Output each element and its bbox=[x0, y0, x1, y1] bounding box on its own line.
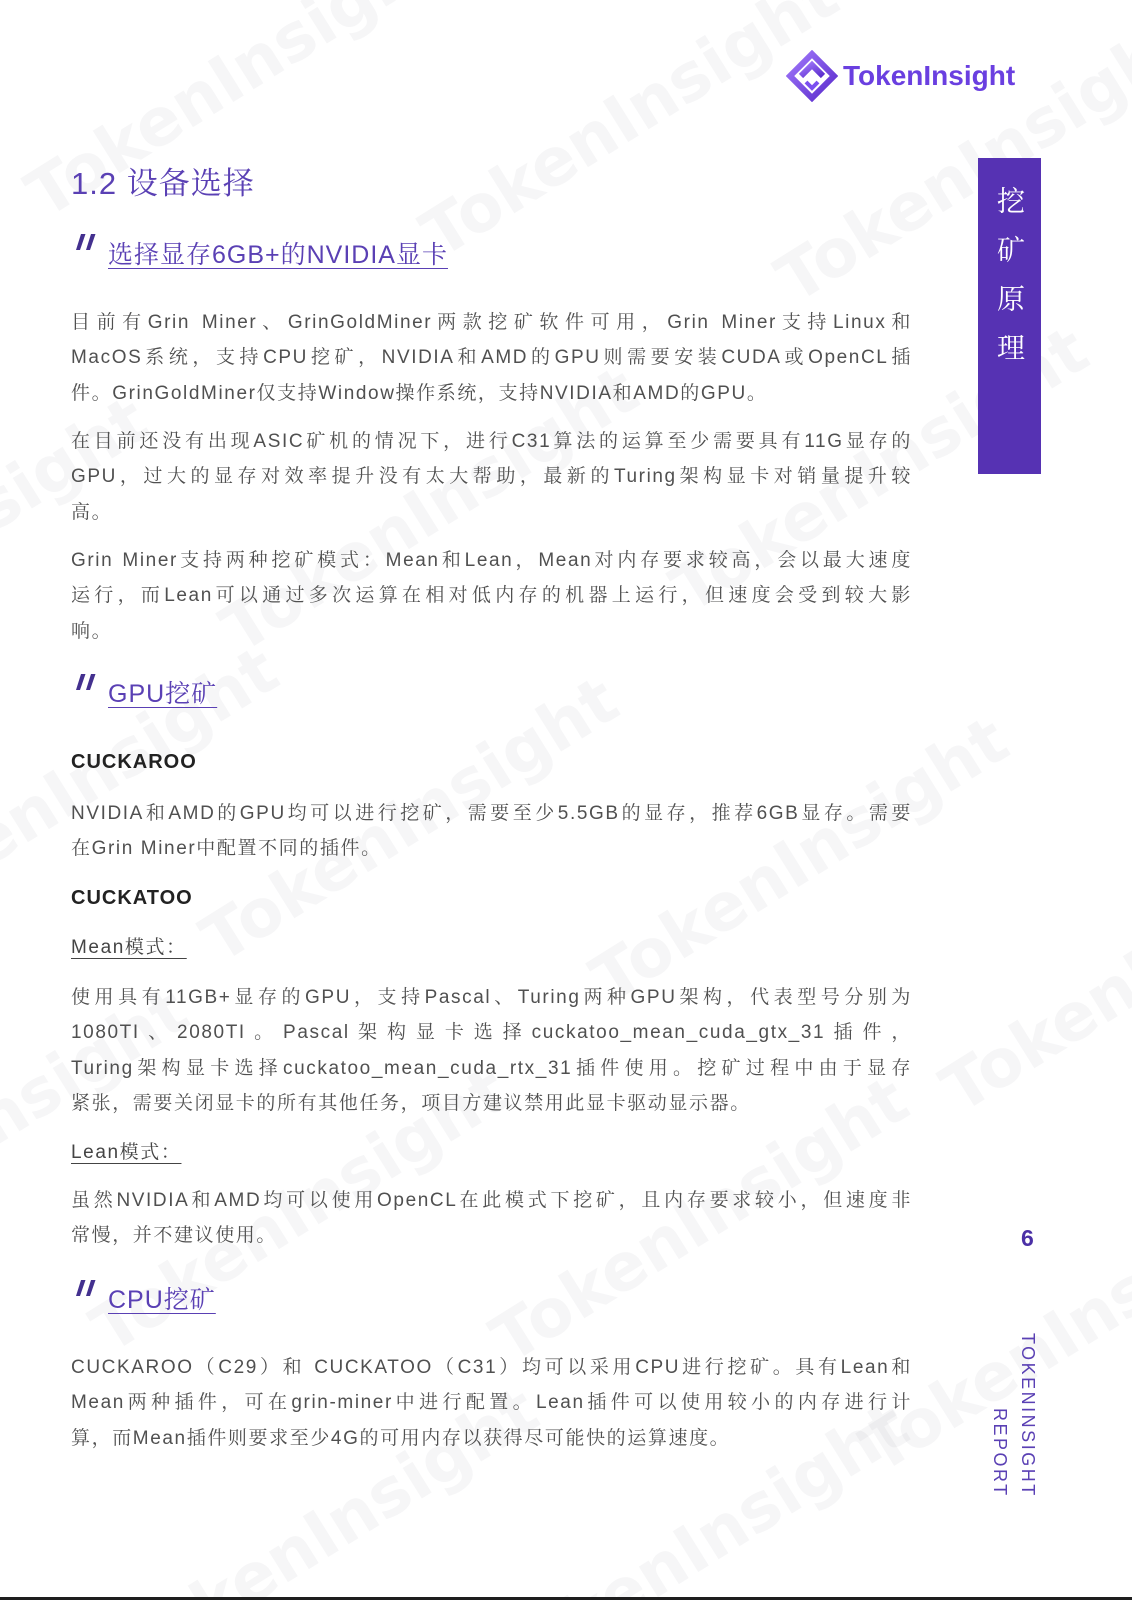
paragraph-line: 在目前还没有出现ASIC矿机的情况下，进行C31算法的运算至少需要具有11G显存的 bbox=[71, 431, 912, 452]
paragraph-line: Turing架构显卡选择cuckatoo_mean_cuda_rtx_31插件使用。挖矿过程中由于显存 bbox=[71, 1057, 912, 1079]
double-quote-mark-icon bbox=[75, 233, 97, 251]
report-label bbox=[986, 1308, 1042, 1498]
paragraph-mining-modes bbox=[71, 543, 912, 649]
double-quote-mark-icon bbox=[75, 673, 97, 691]
paragraph-line: 紧张，需要关闭显卡的所有其他任务，项目方建议禁用此显卡驱动显示器。 bbox=[71, 1092, 751, 1114]
paragraph-line: 常慢，并不建议使用。 bbox=[71, 1225, 278, 1247]
subheading-cpu-mining: CPU挖矿 bbox=[108, 1286, 216, 1314]
subheading-gpu-mining: GPU挖矿 bbox=[108, 680, 218, 708]
logo-wordmark: TokenInsight bbox=[843, 60, 1016, 91]
tokeninsight-diamond-icon bbox=[786, 50, 838, 102]
section-tab-label: 挖矿原理 bbox=[993, 186, 1026, 382]
algorithm-title-cuckaroo: CUCKAROO bbox=[71, 751, 197, 773]
paragraph-line: 虽然NVIDIA和AMD均可以使用OpenCL在此模式下挖矿，且内存要求较小，但速度非 bbox=[71, 1190, 912, 1211]
paragraph-line: 件。GrinGoldMiner仅支持Window操作系统，支持NVIDIA和AMD的GPU。 bbox=[71, 382, 768, 404]
paragraph-mean-mode bbox=[71, 980, 912, 1121]
paragraph-line: 1080TI、2080TI。Pascal架构显卡选择cuckatoo_mean_cuda_gtx_31插件， bbox=[71, 1022, 912, 1044]
paragraph-line: 目前有Grin Miner、GrinGoldMiner两款挖矿软件可用，Grin Miner支持Linux和 bbox=[71, 312, 912, 333]
paragraph-line: 算，而Mean插件则要求至少4G的可用内存以获得尽可能快的运算速度。 bbox=[71, 1427, 731, 1449]
paragraph-line: MacOS系统，支持CPU挖矿，NVIDIA和AMD的GPU则需要安装CUDA或OpenCL插 bbox=[71, 347, 912, 369]
report-label-brand: TOKENINSIGHT bbox=[1018, 1333, 1038, 1498]
page-number: 6 bbox=[1021, 1225, 1034, 1251]
paragraph-line: Grin Miner支持两种挖矿模式：Mean和Lean，Mean对内存要求较高，会以最大速度 bbox=[71, 550, 912, 571]
section-tab bbox=[978, 158, 1041, 474]
paragraph-line: 在Grin Miner中配置不同的插件。 bbox=[71, 838, 382, 860]
algorithm-title-cuckatoo: CUCKATOO bbox=[71, 887, 193, 909]
paragraph-cuckaroo bbox=[71, 796, 912, 867]
paragraph-cpu-mining bbox=[71, 1350, 912, 1456]
paragraph-asic bbox=[71, 424, 912, 530]
paragraph-line: 高。 bbox=[71, 501, 113, 523]
section-title: 1.2 设备选择 bbox=[71, 166, 255, 201]
double-quote-mark-icon bbox=[75, 1279, 97, 1297]
paragraph-lean-mode bbox=[71, 1183, 912, 1254]
paragraph-line: GPU，过大的显存对效率提升没有太大帮助，最新的Turing架构显卡对销量提升较 bbox=[71, 466, 912, 488]
paragraph-line: 响。 bbox=[71, 620, 113, 642]
paragraph-line: Mean两种插件，可在grin-miner中进行配置。Lean插件可以使用较小的内存进行计 bbox=[71, 1392, 912, 1414]
lean-mode-label: Lean模式： bbox=[71, 1142, 182, 1163]
paragraph-mining-software bbox=[71, 305, 912, 411]
paragraph-line: 使用具有11GB+显存的GPU，支持Pascal、Turing两种GPU架构，代表型号分别为 bbox=[71, 987, 912, 1008]
report-label-type: REPORT bbox=[990, 1408, 1010, 1498]
paragraph-line: NVIDIA和AMD的GPU均可以进行挖矿，需要至少5.5GB的显存，推荐6GB显存。需要 bbox=[71, 803, 912, 824]
paragraph-line: CUCKAROO（C29）和 CUCKATOO（C31）均可以采用CPU进行挖矿。具有Lean和 bbox=[71, 1357, 912, 1378]
subheading-nvidia: 选择显存6GB+的NVIDIA显卡 bbox=[108, 241, 448, 269]
mean-mode-label: Mean模式： bbox=[71, 937, 187, 958]
paragraph-line: 运行，而Lean可以通过多次运算在相对低内存的机器上运行，但速度会受到较大影 bbox=[71, 585, 912, 607]
